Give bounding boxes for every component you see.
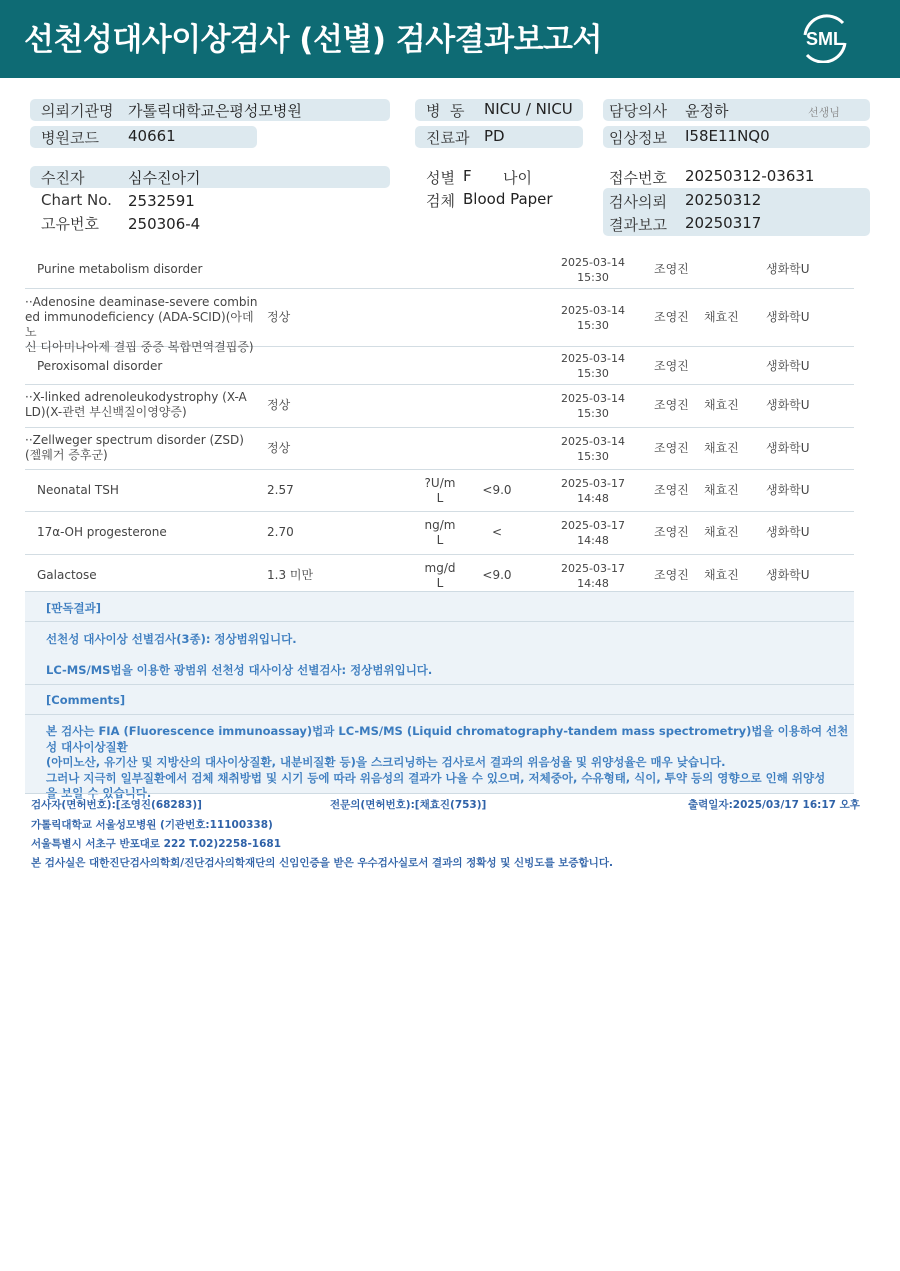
table-row [25,512,854,555]
clinical-value: I58E11NQ0 [685,127,770,145]
institution-value: 가톨릭대학교은평성모병원 [128,102,302,120]
receipt-label: 접수번호 [609,169,667,187]
doctor-value: 윤정하 [685,102,729,120]
report-header [0,0,900,78]
verdict-heading: [판독결과] [46,601,101,615]
unique-label: 고유번호 [41,215,99,233]
test-result: 2.57 [267,483,294,497]
doctor-label: 담당의사 [609,102,667,120]
ward-label: 병 동 [426,102,465,120]
report-label: 결과보고 [609,216,667,234]
patient-label: 수진자 [41,169,85,187]
test-dept: 생화학U [766,568,810,582]
age-label: 나이 [503,169,532,187]
footer-institution: 가톨릭대학교 서울성모병원 (기관번호:11100338) [31,819,273,831]
ward-value: NICU / NICU [484,100,573,118]
table-row [25,428,854,470]
footer-certification: 본 검사실은 대한진단검사의학회/진단검사의학재단의 신임인증을 받은 우수검사실로서 결과의 정확성 및 신빙도를 보증합니다. [31,857,613,869]
test-datetime: 2025-03-14 15:30 [561,392,625,420]
verdict-line-2: LC-MS/MS법을 이용한 광범위 선천성 대사이상 선별검사: 정상범위입니다. [46,663,433,677]
confirmer: 채효진 [704,310,739,324]
test-result: 정상 [267,441,291,455]
test-reference: <9.0 [482,568,512,582]
request-value: 20250312 [685,191,762,209]
request-label: 검사의뢰 [609,193,667,211]
table-row [25,250,854,289]
tester: 조영진 [654,483,689,497]
receipt-value: 20250312-03631 [685,167,815,185]
specimen-value: Blood Paper [463,190,553,208]
confirmer: 채효진 [704,441,739,455]
footer-address: 서울특별시 서초구 반포대로 222 T.02)2258-1681 [31,838,282,850]
test-dept: 생화학U [766,441,810,455]
sml-logo [797,13,853,63]
department-label: 진료과 [426,129,470,147]
table-row [25,555,854,596]
test-reference: < [491,525,503,539]
divider [25,793,854,794]
confirmer: 채효진 [704,568,739,582]
divider [25,591,854,592]
test-name: Peroxisomal disorder [37,359,163,373]
test-name: ··Adenosine deaminase-severe combin ed immunodeficiency (ADA-SCID)(아데노 신 디아미나아제 결핍 중증 복합면역결핍증) [25,295,258,354]
test-datetime: 2025-03-17 14:48 [561,519,625,547]
tester: 조영진 [654,568,689,582]
test-name: ··X-linked adrenoleukodystrophy (X-A LD)(X-관련 부신백질이영양증) [25,390,247,419]
test-dept: 생화학U [766,310,810,324]
test-unit: ng/m L [424,518,456,547]
test-result: 정상 [267,310,291,324]
test-name: 17α-OH progesterone [37,525,167,539]
test-name: Purine metabolism disorder [37,262,203,276]
footer-tester: 검사자(면허번호):[조영진(68283)] [31,799,202,811]
test-datetime: 2025-03-14 15:30 [561,435,625,463]
hospital-code-label: 병원코드 [41,129,99,147]
footer-specialist: 전문의(면허번호):[채효진(753)] [330,799,487,811]
test-datetime: 2025-03-14 15:30 [561,352,625,380]
specimen-label: 검체 [426,192,455,210]
verdict-section [25,591,854,800]
test-result: 2.70 [267,525,294,539]
test-dept: 생화학U [766,525,810,539]
table-row [25,289,854,354]
test-datetime: 2025-03-14 15:30 [561,256,625,284]
clinical-label: 임상정보 [609,129,667,147]
test-result: 정상 [267,398,291,412]
chart-label: Chart No. [41,191,112,209]
test-datetime: 2025-03-17 14:48 [561,477,625,505]
tester: 조영진 [654,262,689,276]
chart-value: 2532591 [128,192,195,210]
logo-text: SML [806,29,844,49]
table-row [25,470,854,512]
test-name: ··Zellweger spectrum disorder (ZSD) (젤웨거 증후군) [25,433,244,462]
test-dept: 생화학U [766,262,810,276]
tester: 조영진 [654,525,689,539]
tester: 조영진 [654,441,689,455]
results-table [25,250,854,596]
test-dept: 생화학U [766,398,810,412]
test-unit: mg/d L [424,561,456,590]
confirmer: 채효진 [704,525,739,539]
hospital-code-value: 40661 [128,127,176,145]
divider [25,621,854,622]
institution-label: 의뢰기관명 [41,102,114,120]
test-reference: <9.0 [482,483,512,497]
patient-value: 심수진아기 [128,169,201,187]
tester: 조영진 [654,398,689,412]
footer-printed: 출력일자:2025/03/17 16:17 오후 [688,799,860,811]
report-value: 20250317 [685,214,762,232]
test-datetime: 2025-03-17 14:48 [561,562,625,590]
report-title: 선천성대사이상검사 (선별) 검사결과보고서 [24,22,602,58]
table-row [25,347,854,385]
test-dept: 생화학U [766,483,810,497]
sex-label: 성별 [426,169,455,187]
table-row [25,385,854,428]
test-dept: 생화학U [766,359,810,373]
tester: 조영진 [654,310,689,324]
comments-text: 본 검사는 FIA (Fluorescence immunoassay)법과 LC-MS/MS (Liquid chromatography-tandem mass spectrometry)법을 이용하여 선천성 대사이상질환 (아미노산, 유기산 및 지방산의 대사이상질환, 내분비질환 등)을 스크리닝하는 검사로서 결과의 위음성율 및 위양성율은 매우 낮습니다. 그러나 지극히 일부질환에서 검체 채취방법 및 시기 등에 따라 위음성의 결과가 나올 수 있으며, 저체중아, 수유형태, 식이, 투약 등의 영향으로 인해 위양성 을 보일 수 있습니다. [46,724,849,800]
department-value: PD [484,127,505,145]
divider [25,684,854,685]
confirmer: 채효진 [704,483,739,497]
verdict-line-1: 선천성 대사이상 선별검사(3종): 정상범위입니다. [46,632,297,646]
test-name: Neonatal TSH [37,483,119,497]
test-result: 1.3 미만 [267,568,314,582]
tester: 조영진 [654,359,689,373]
sex-value: F [463,167,472,185]
test-unit: ?U/m L [424,476,456,505]
comments-heading: [Comments] [46,693,126,707]
unique-value: 250306-4 [128,215,201,233]
test-name: Galactose [37,568,97,582]
confirmer: 채효진 [704,398,739,412]
test-datetime: 2025-03-14 15:30 [561,304,625,332]
doctor-suffix: 선생님 [808,106,840,119]
divider [25,714,854,715]
